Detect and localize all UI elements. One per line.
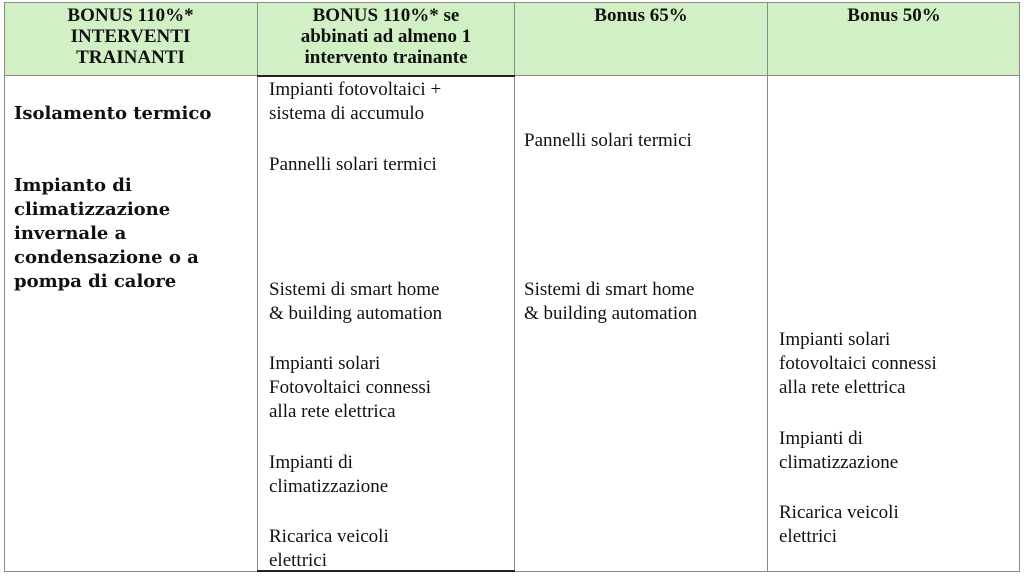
- header-bonus-110-abbinati: [258, 2, 514, 75]
- header-bonus-50: [768, 2, 1020, 75]
- header-bonus-110-trainanti: [4, 2, 257, 75]
- table-top-border: [4, 2, 1020, 3]
- column-divider-3: [767, 2, 768, 572]
- table-left-border: [4, 2, 5, 572]
- column-divider-2: [514, 2, 515, 572]
- col4-item-climatizzazione: Impianti di climatizzazione: [779, 428, 899, 473]
- col4-item-ricarica-veicoli: Ricarica veicoli elettrici: [779, 502, 899, 547]
- col2-item-climatizzazione: Impianti di climatizzazione: [269, 452, 389, 497]
- header-label: Bonus 50%: [847, 5, 941, 26]
- col2-item-fotovoltaici-rete: Impianti solari Fotovoltaici connessi alla rete elettrica: [269, 353, 432, 422]
- col4-item-fotovoltaici-rete: Impianti solari fotovoltaici connessi alla rete elettrica: [779, 329, 937, 398]
- column-divider-1: [257, 2, 258, 572]
- header-bonus-65: [515, 2, 767, 75]
- col3-item-smart-home: Sistemi di smart home & building automation: [524, 279, 698, 324]
- table-right-border: [1019, 2, 1020, 572]
- header-label: BONUS 110%* se abbinati ad almeno 1 intervento trainante: [300, 5, 472, 68]
- column-2-top-accent: [257, 75, 515, 77]
- col1-text: [14, 78, 254, 318]
- item-isolamento-termico: Isolamento termico: [14, 103, 212, 124]
- col2-item-ricarica-veicoli: Ricarica veicoli elettrici: [269, 526, 389, 571]
- col2-item-fotovoltaici-accumulo: Impianti fotovoltaici + sistema di accumulo: [269, 79, 442, 124]
- col2-item-pannelli-solari: Pannelli solari termici: [269, 154, 437, 175]
- col2-item-smart-home: Sistemi di smart home & building automation: [269, 279, 443, 324]
- header-label: BONUS 110%* INTERVENTI TRAINANTI: [67, 5, 194, 68]
- header-label: Bonus 65%: [594, 5, 688, 26]
- bonus-table: [4, 2, 1020, 572]
- col3-item-pannelli-solari: Pannelli solari termici: [524, 130, 692, 151]
- item-impianto-climatizzazione: Impianto di climatizzazione invernale a condensazione o a pompa di calore: [14, 175, 199, 292]
